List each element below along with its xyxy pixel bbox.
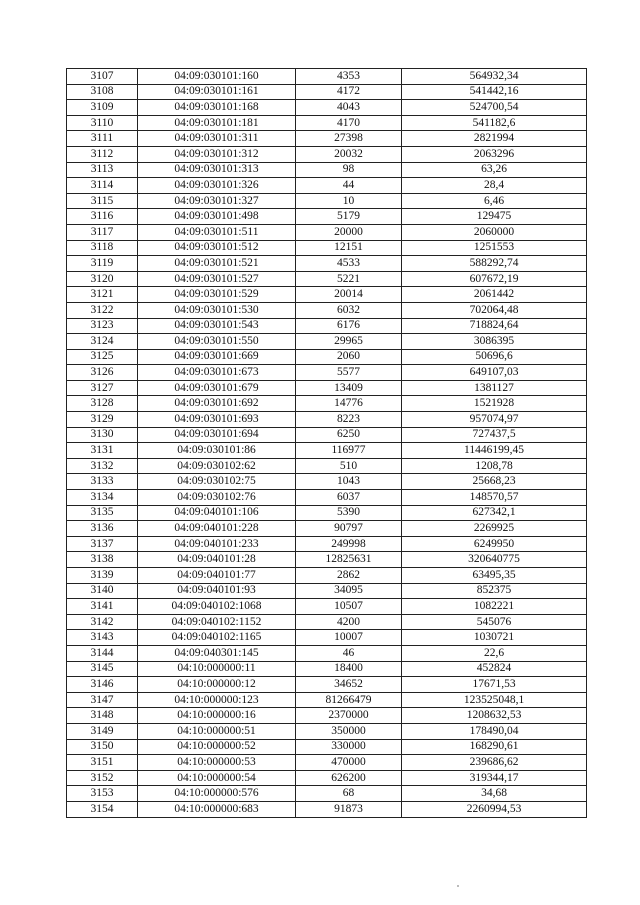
value-cell: 63,26 bbox=[402, 162, 587, 178]
value-cell: 524700,54 bbox=[402, 100, 587, 116]
area-cell: 4200 bbox=[296, 614, 402, 630]
area-cell: 4172 bbox=[296, 84, 402, 100]
area-cell: 81266479 bbox=[296, 692, 402, 708]
area-cell: 4043 bbox=[296, 100, 402, 116]
cadastral-number-cell: 04:10:000000:683 bbox=[138, 801, 296, 817]
table-row bbox=[67, 458, 587, 474]
cadastral-number-cell: 04:09:030101:679 bbox=[138, 380, 296, 396]
table-row bbox=[67, 645, 587, 661]
area-cell: 6250 bbox=[296, 427, 402, 443]
table-row bbox=[67, 334, 587, 350]
table-row bbox=[67, 739, 587, 755]
table-row bbox=[67, 318, 587, 334]
cadastral-number-cell: 04:10:000000:576 bbox=[138, 786, 296, 802]
row-number-cell: 3122 bbox=[67, 302, 138, 318]
cadastral-number-cell: 04:09:030101:181 bbox=[138, 115, 296, 131]
value-cell: 50696,6 bbox=[402, 349, 587, 365]
area-cell: 350000 bbox=[296, 723, 402, 739]
value-cell: 2269925 bbox=[402, 521, 587, 537]
value-cell: 2063296 bbox=[402, 146, 587, 162]
value-cell: 6249950 bbox=[402, 536, 587, 552]
value-cell: 627342,1 bbox=[402, 505, 587, 521]
cadastral-number-cell: 04:10:000000:54 bbox=[138, 770, 296, 786]
cadastral-number-cell: 04:09:030101:530 bbox=[138, 302, 296, 318]
table-row bbox=[67, 677, 587, 693]
cadastral-number-cell: 04:09:030101:673 bbox=[138, 365, 296, 381]
table-row bbox=[67, 661, 587, 677]
row-number-cell: 3110 bbox=[67, 115, 138, 131]
cadastral-number-cell: 04:10:000000:11 bbox=[138, 661, 296, 677]
area-cell: 116977 bbox=[296, 443, 402, 459]
cadastral-number-cell: 04:09:040102:1165 bbox=[138, 630, 296, 646]
table-row bbox=[67, 224, 587, 240]
table-row bbox=[67, 521, 587, 537]
row-number-cell: 3147 bbox=[67, 692, 138, 708]
table-row bbox=[67, 271, 587, 287]
table-row bbox=[67, 443, 587, 459]
row-number-cell: 3121 bbox=[67, 287, 138, 303]
table-row bbox=[67, 349, 587, 365]
row-number-cell: 3138 bbox=[67, 552, 138, 568]
area-cell: 34652 bbox=[296, 677, 402, 693]
value-cell: 25668,23 bbox=[402, 474, 587, 490]
table-row bbox=[67, 100, 587, 116]
value-cell: 957074,97 bbox=[402, 412, 587, 428]
row-number-cell: 3120 bbox=[67, 271, 138, 287]
row-number-cell: 3117 bbox=[67, 224, 138, 240]
scan-speck bbox=[457, 885, 459, 887]
table-row bbox=[67, 209, 587, 225]
row-number-cell: 3116 bbox=[67, 209, 138, 225]
table-row bbox=[67, 240, 587, 256]
cadastral-number-cell: 04:09:030101:550 bbox=[138, 334, 296, 350]
row-number-cell: 3141 bbox=[67, 599, 138, 615]
cadastral-number-cell: 04:09:030101:498 bbox=[138, 209, 296, 225]
row-number-cell: 3154 bbox=[67, 801, 138, 817]
area-cell: 470000 bbox=[296, 755, 402, 771]
table-row bbox=[67, 692, 587, 708]
row-number-cell: 3107 bbox=[67, 69, 138, 85]
cadastral-number-cell: 04:09:040101:93 bbox=[138, 583, 296, 599]
cadastral-number-cell: 04:09:030101:161 bbox=[138, 84, 296, 100]
row-number-cell: 3144 bbox=[67, 645, 138, 661]
area-cell: 10507 bbox=[296, 599, 402, 615]
row-number-cell: 3143 bbox=[67, 630, 138, 646]
area-cell: 18400 bbox=[296, 661, 402, 677]
table-row bbox=[67, 490, 587, 506]
area-cell: 91873 bbox=[296, 801, 402, 817]
table-row bbox=[67, 801, 587, 817]
cadastral-number-cell: 04:09:030102:75 bbox=[138, 474, 296, 490]
table-row bbox=[67, 614, 587, 630]
table-row bbox=[67, 84, 587, 100]
value-cell: 1251553 bbox=[402, 240, 587, 256]
cadastral-number-cell: 04:09:030101:529 bbox=[138, 287, 296, 303]
value-cell: 649107,03 bbox=[402, 365, 587, 381]
cadastral-number-cell: 04:09:040101:77 bbox=[138, 568, 296, 584]
area-cell: 13409 bbox=[296, 380, 402, 396]
table-row bbox=[67, 412, 587, 428]
value-cell: 22,6 bbox=[402, 645, 587, 661]
cadastral-number-cell: 04:09:030101:692 bbox=[138, 396, 296, 412]
cadastral-number-cell: 04:09:030101:168 bbox=[138, 100, 296, 116]
area-cell: 20032 bbox=[296, 146, 402, 162]
cadastral-number-cell: 04:09:030102:62 bbox=[138, 458, 296, 474]
cadastral-number-cell: 04:09:030101:160 bbox=[138, 69, 296, 85]
value-cell: 1030721 bbox=[402, 630, 587, 646]
row-number-cell: 3130 bbox=[67, 427, 138, 443]
area-cell: 4170 bbox=[296, 115, 402, 131]
row-number-cell: 3108 bbox=[67, 84, 138, 100]
value-cell: 63495,35 bbox=[402, 568, 587, 584]
table-row bbox=[67, 302, 587, 318]
area-cell: 510 bbox=[296, 458, 402, 474]
row-number-cell: 3140 bbox=[67, 583, 138, 599]
row-number-cell: 3118 bbox=[67, 240, 138, 256]
row-number-cell: 3127 bbox=[67, 380, 138, 396]
value-cell: 1381127 bbox=[402, 380, 587, 396]
row-number-cell: 3139 bbox=[67, 568, 138, 584]
area-cell: 14776 bbox=[296, 396, 402, 412]
area-cell: 2060 bbox=[296, 349, 402, 365]
row-number-cell: 3124 bbox=[67, 334, 138, 350]
table-row bbox=[67, 380, 587, 396]
row-number-cell: 3150 bbox=[67, 739, 138, 755]
cadastral-number-cell: 04:09:030101:327 bbox=[138, 193, 296, 209]
area-cell: 46 bbox=[296, 645, 402, 661]
table-row bbox=[67, 552, 587, 568]
value-cell: 17671,53 bbox=[402, 677, 587, 693]
area-cell: 5179 bbox=[296, 209, 402, 225]
cadastral-number-cell: 04:09:040101:228 bbox=[138, 521, 296, 537]
table-row bbox=[67, 630, 587, 646]
table-row bbox=[67, 365, 587, 381]
table-row bbox=[67, 536, 587, 552]
land-plots-table bbox=[66, 68, 587, 818]
value-cell: 718824,64 bbox=[402, 318, 587, 334]
cadastral-number-cell: 04:09:030101:669 bbox=[138, 349, 296, 365]
area-cell: 29965 bbox=[296, 334, 402, 350]
table-row bbox=[67, 396, 587, 412]
row-number-cell: 3142 bbox=[67, 614, 138, 630]
value-cell: 1208,78 bbox=[402, 458, 587, 474]
row-number-cell: 3114 bbox=[67, 178, 138, 194]
row-number-cell: 3152 bbox=[67, 770, 138, 786]
table-row bbox=[67, 256, 587, 272]
row-number-cell: 3137 bbox=[67, 536, 138, 552]
table-row bbox=[67, 427, 587, 443]
cadastral-number-cell: 04:09:030101:311 bbox=[138, 131, 296, 147]
cadastral-number-cell: 04:10:000000:16 bbox=[138, 708, 296, 724]
value-cell: 3086395 bbox=[402, 334, 587, 350]
table-row bbox=[67, 69, 587, 85]
value-cell: 541442,16 bbox=[402, 84, 587, 100]
cadastral-number-cell: 04:09:030101:326 bbox=[138, 178, 296, 194]
cadastral-number-cell: 04:10:000000:123 bbox=[138, 692, 296, 708]
row-number-cell: 3132 bbox=[67, 458, 138, 474]
value-cell: 319344,17 bbox=[402, 770, 587, 786]
row-number-cell: 3133 bbox=[67, 474, 138, 490]
row-number-cell: 3109 bbox=[67, 100, 138, 116]
area-cell: 6032 bbox=[296, 302, 402, 318]
value-cell: 168290,61 bbox=[402, 739, 587, 755]
value-cell: 320640775 bbox=[402, 552, 587, 568]
area-cell: 5390 bbox=[296, 505, 402, 521]
row-number-cell: 3111 bbox=[67, 131, 138, 147]
value-cell: 1082221 bbox=[402, 599, 587, 615]
row-number-cell: 3131 bbox=[67, 443, 138, 459]
cadastral-number-cell: 04:09:040101:28 bbox=[138, 552, 296, 568]
value-cell: 607672,19 bbox=[402, 271, 587, 287]
value-cell: 129475 bbox=[402, 209, 587, 225]
cadastral-number-cell: 04:09:030101:694 bbox=[138, 427, 296, 443]
table-row bbox=[67, 708, 587, 724]
area-cell: 249998 bbox=[296, 536, 402, 552]
cadastral-number-cell: 04:10:000000:51 bbox=[138, 723, 296, 739]
table-row bbox=[67, 723, 587, 739]
table-row bbox=[67, 115, 587, 131]
cadastral-number-cell: 04:09:040101:106 bbox=[138, 505, 296, 521]
area-cell: 10007 bbox=[296, 630, 402, 646]
table-row bbox=[67, 505, 587, 521]
row-number-cell: 3123 bbox=[67, 318, 138, 334]
row-number-cell: 3128 bbox=[67, 396, 138, 412]
row-number-cell: 3126 bbox=[67, 365, 138, 381]
row-number-cell: 3145 bbox=[67, 661, 138, 677]
cadastral-number-cell: 04:09:030101:521 bbox=[138, 256, 296, 272]
area-cell: 44 bbox=[296, 178, 402, 194]
cadastral-number-cell: 04:09:040102:1068 bbox=[138, 599, 296, 615]
area-cell: 20014 bbox=[296, 287, 402, 303]
cadastral-number-cell: 04:09:030101:86 bbox=[138, 443, 296, 459]
row-number-cell: 3119 bbox=[67, 256, 138, 272]
area-cell: 98 bbox=[296, 162, 402, 178]
cadastral-number-cell: 04:09:040101:233 bbox=[138, 536, 296, 552]
cadastral-number-cell: 04:10:000000:52 bbox=[138, 739, 296, 755]
row-number-cell: 3135 bbox=[67, 505, 138, 521]
value-cell: 1521928 bbox=[402, 396, 587, 412]
table-row bbox=[67, 193, 587, 209]
value-cell: 1208632,53 bbox=[402, 708, 587, 724]
row-number-cell: 3115 bbox=[67, 193, 138, 209]
cadastral-number-cell: 04:09:030102:76 bbox=[138, 490, 296, 506]
value-cell: 2821994 bbox=[402, 131, 587, 147]
area-cell: 5221 bbox=[296, 271, 402, 287]
row-number-cell: 3134 bbox=[67, 490, 138, 506]
area-cell: 4533 bbox=[296, 256, 402, 272]
table-row bbox=[67, 146, 587, 162]
value-cell: 2060000 bbox=[402, 224, 587, 240]
area-cell: 6176 bbox=[296, 318, 402, 334]
row-number-cell: 3153 bbox=[67, 786, 138, 802]
row-number-cell: 3136 bbox=[67, 521, 138, 537]
table-row bbox=[67, 178, 587, 194]
value-cell: 702064,48 bbox=[402, 302, 587, 318]
value-cell: 2260994,53 bbox=[402, 801, 587, 817]
area-cell: 20000 bbox=[296, 224, 402, 240]
table-row bbox=[67, 131, 587, 147]
row-number-cell: 3112 bbox=[67, 146, 138, 162]
row-number-cell: 3146 bbox=[67, 677, 138, 693]
value-cell: 852375 bbox=[402, 583, 587, 599]
area-cell: 2370000 bbox=[296, 708, 402, 724]
value-cell: 11446199,45 bbox=[402, 443, 587, 459]
cadastral-number-cell: 04:09:030101:693 bbox=[138, 412, 296, 428]
row-number-cell: 3149 bbox=[67, 723, 138, 739]
cadastral-number-cell: 04:09:030101:312 bbox=[138, 146, 296, 162]
value-cell: 178490,04 bbox=[402, 723, 587, 739]
value-cell: 34,68 bbox=[402, 786, 587, 802]
cadastral-number-cell: 04:09:030101:543 bbox=[138, 318, 296, 334]
cadastral-number-cell: 04:10:000000:53 bbox=[138, 755, 296, 771]
cadastral-number-cell: 04:09:040102:1152 bbox=[138, 614, 296, 630]
area-cell: 90797 bbox=[296, 521, 402, 537]
area-cell: 2862 bbox=[296, 568, 402, 584]
row-number-cell: 3129 bbox=[67, 412, 138, 428]
value-cell: 564932,34 bbox=[402, 69, 587, 85]
table-row bbox=[67, 583, 587, 599]
value-cell: 541182,6 bbox=[402, 115, 587, 131]
area-cell: 4353 bbox=[296, 69, 402, 85]
value-cell: 452824 bbox=[402, 661, 587, 677]
table-row bbox=[67, 755, 587, 771]
area-cell: 8223 bbox=[296, 412, 402, 428]
value-cell: 727437,5 bbox=[402, 427, 587, 443]
table-body bbox=[67, 69, 587, 818]
area-cell: 1043 bbox=[296, 474, 402, 490]
area-cell: 330000 bbox=[296, 739, 402, 755]
row-number-cell: 3113 bbox=[67, 162, 138, 178]
value-cell: 545076 bbox=[402, 614, 587, 630]
cadastral-number-cell: 04:09:030101:512 bbox=[138, 240, 296, 256]
value-cell: 2061442 bbox=[402, 287, 587, 303]
cadastral-number-cell: 04:10:000000:12 bbox=[138, 677, 296, 693]
cadastral-number-cell: 04:09:030101:313 bbox=[138, 162, 296, 178]
area-cell: 12825631 bbox=[296, 552, 402, 568]
area-cell: 10 bbox=[296, 193, 402, 209]
area-cell: 626200 bbox=[296, 770, 402, 786]
table-row bbox=[67, 786, 587, 802]
table-row bbox=[67, 568, 587, 584]
cadastral-number-cell: 04:09:040301:145 bbox=[138, 645, 296, 661]
area-cell: 12151 bbox=[296, 240, 402, 256]
area-cell: 6037 bbox=[296, 490, 402, 506]
value-cell: 588292,74 bbox=[402, 256, 587, 272]
area-cell: 5577 bbox=[296, 365, 402, 381]
table-row bbox=[67, 287, 587, 303]
row-number-cell: 3151 bbox=[67, 755, 138, 771]
area-cell: 68 bbox=[296, 786, 402, 802]
value-cell: 123525048,1 bbox=[402, 692, 587, 708]
value-cell: 28,4 bbox=[402, 178, 587, 194]
value-cell: 6,46 bbox=[402, 193, 587, 209]
row-number-cell: 3125 bbox=[67, 349, 138, 365]
table-row bbox=[67, 770, 587, 786]
value-cell: 148570,57 bbox=[402, 490, 587, 506]
area-cell: 27398 bbox=[296, 131, 402, 147]
area-cell: 34095 bbox=[296, 583, 402, 599]
table-row bbox=[67, 162, 587, 178]
value-cell: 239686,62 bbox=[402, 755, 587, 771]
row-number-cell: 3148 bbox=[67, 708, 138, 724]
cadastral-number-cell: 04:09:030101:527 bbox=[138, 271, 296, 287]
cadastral-number-cell: 04:09:030101:511 bbox=[138, 224, 296, 240]
table-row bbox=[67, 474, 587, 490]
table-row bbox=[67, 599, 587, 615]
